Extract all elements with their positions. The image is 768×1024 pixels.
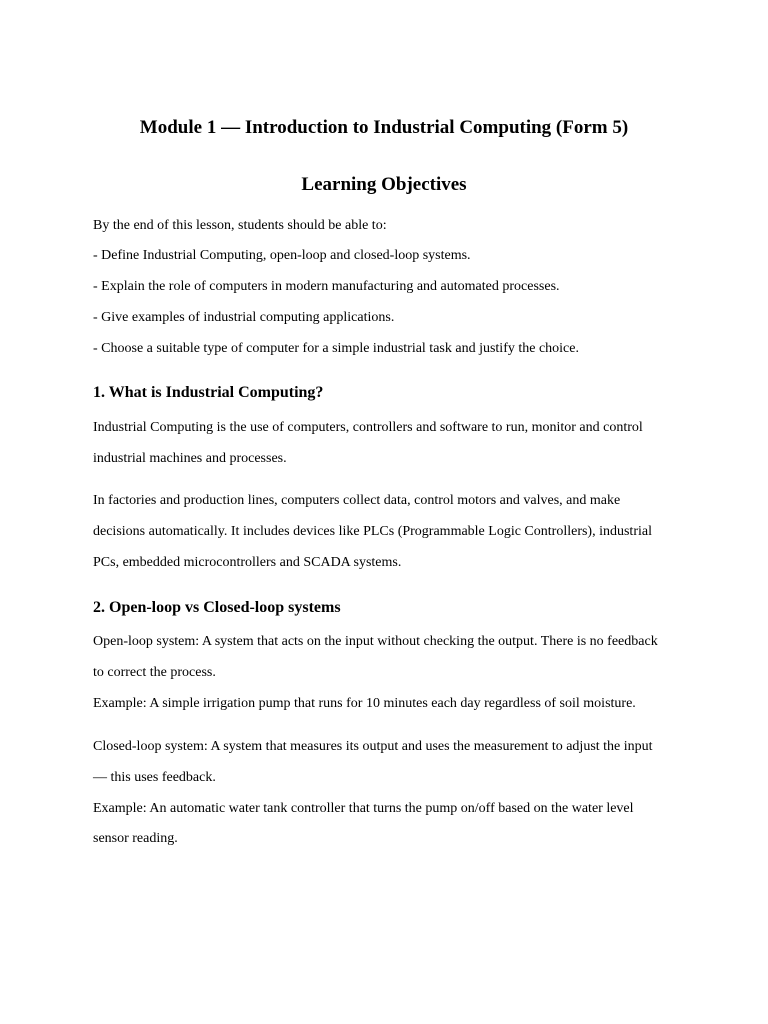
objective-item: - Define Industrial Computing, open-loop and closed-loop systems. xyxy=(93,248,471,263)
section1-paragraph-line: In factories and production lines, computers collect data, control motors and valves, and make xyxy=(93,493,621,508)
objective-item: - Give examples of industrial computing applications. xyxy=(93,310,395,325)
closed-loop-example-line: sensor reading. xyxy=(93,831,178,846)
section1-paragraph-line: PCs, embedded microcontrollers and SCADA systems. xyxy=(93,555,402,570)
closed-loop-definition-line: Closed-loop system: A system that measures its output and uses the measurement to adjust the input xyxy=(93,739,653,754)
objective-item: - Explain the role of computers in modern manufacturing and automated processes. xyxy=(93,279,560,294)
section2-heading: 2. Open-loop vs Closed-loop systems xyxy=(93,599,341,616)
objective-item: - Choose a suitable type of computer for a simple industrial task and justify the choice. xyxy=(93,341,579,356)
document-title: Module 1 — Introduction to Industrial Computing (Form 5) xyxy=(139,117,629,138)
closed-loop-example-line: Example: An automatic water tank controller that turns the pump on/off based on the water level xyxy=(93,801,634,816)
open-loop-example: Example: A simple irrigation pump that runs for 10 minutes each day regardless of soil moisture. xyxy=(93,696,636,711)
objectives-intro: By the end of this lesson, students should be able to: xyxy=(93,218,387,233)
open-loop-definition-line: Open-loop system: A system that acts on the input without checking the output. There is no feedback xyxy=(93,634,658,649)
section1-paragraph-line: Industrial Computing is the use of computers, controllers and software to run, monitor and control xyxy=(93,420,643,435)
section1-paragraph-line: decisions automatically. It includes devices like PLCs (Programmable Logic Controllers), industrial xyxy=(93,524,652,539)
open-loop-definition-line: to correct the process. xyxy=(93,665,216,680)
closed-loop-definition-line: — this uses feedback. xyxy=(93,770,216,785)
section1-paragraph-line: industrial machines and processes. xyxy=(93,451,287,466)
objectives-heading: Learning Objectives xyxy=(301,174,467,195)
section1-heading: 1. What is Industrial Computing? xyxy=(93,384,324,401)
